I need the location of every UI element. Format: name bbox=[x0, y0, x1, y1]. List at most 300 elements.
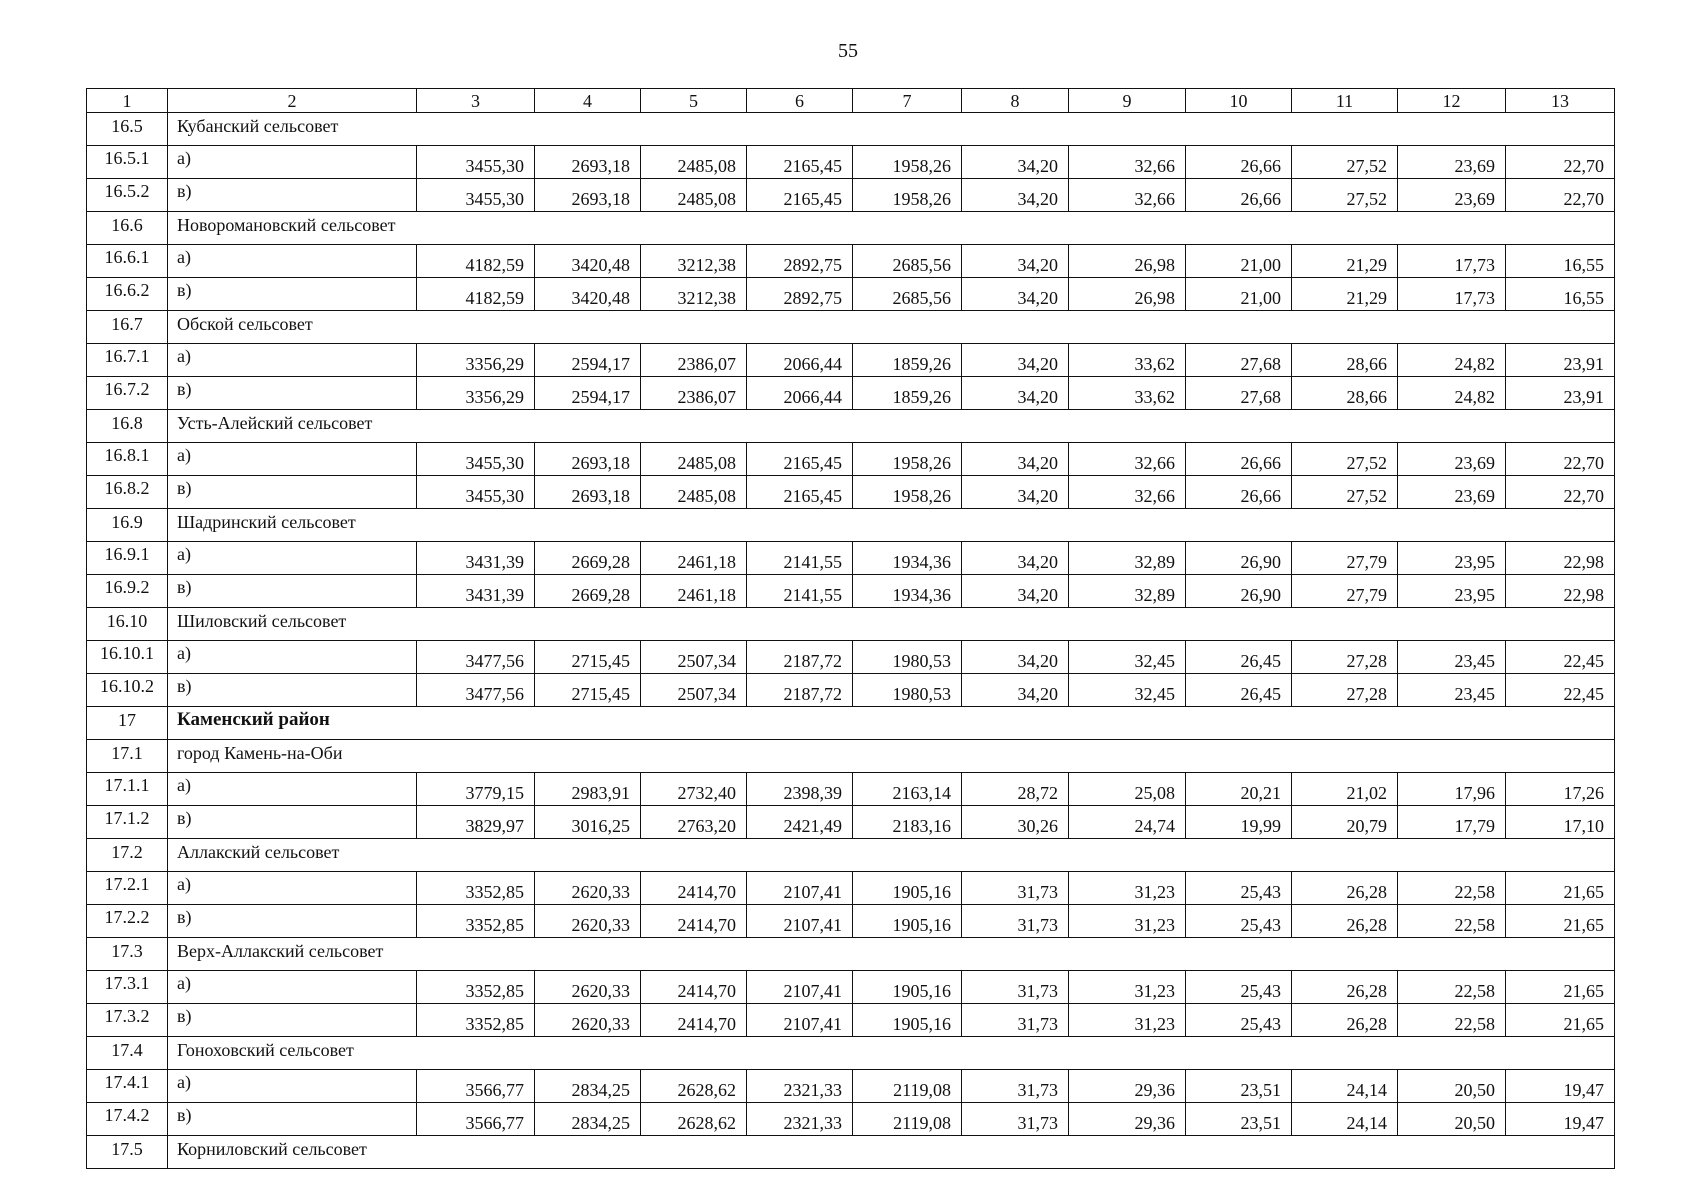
header-cell: 2 bbox=[168, 89, 417, 113]
row-code: 17.2.1 bbox=[87, 872, 168, 905]
value-cell: 31,23 bbox=[1069, 905, 1186, 938]
value-cell: 25,43 bbox=[1186, 971, 1292, 1004]
value-cell: 2107,41 bbox=[747, 1004, 853, 1037]
value-cell: 16,55 bbox=[1506, 278, 1615, 311]
value-cell: 20,79 bbox=[1292, 806, 1398, 839]
value-cell: 3431,39 bbox=[417, 575, 535, 608]
value-cell: 31,73 bbox=[962, 1070, 1069, 1103]
value-cell: 3352,85 bbox=[417, 872, 535, 905]
row-label: в) bbox=[168, 806, 417, 839]
value-cell: 2693,18 bbox=[535, 443, 641, 476]
value-cell: 26,98 bbox=[1069, 245, 1186, 278]
value-cell: 26,45 bbox=[1186, 674, 1292, 707]
value-cell: 2669,28 bbox=[535, 542, 641, 575]
section-row bbox=[87, 113, 1615, 146]
value-cell: 21,00 bbox=[1186, 245, 1292, 278]
value-cell: 2414,70 bbox=[641, 905, 747, 938]
value-cell: 31,23 bbox=[1069, 1004, 1186, 1037]
row-code: 16.9 bbox=[87, 509, 168, 542]
value-cell: 3352,85 bbox=[417, 971, 535, 1004]
table-row bbox=[87, 773, 1615, 806]
value-cell: 2165,45 bbox=[747, 146, 853, 179]
value-cell: 2183,16 bbox=[853, 806, 962, 839]
value-cell: 17,73 bbox=[1398, 245, 1506, 278]
value-cell: 31,73 bbox=[962, 1004, 1069, 1037]
table-row bbox=[87, 1103, 1615, 1136]
value-cell: 2163,14 bbox=[853, 773, 962, 806]
value-cell: 2187,72 bbox=[747, 674, 853, 707]
row-code: 17.3.1 bbox=[87, 971, 168, 1004]
value-cell: 3566,77 bbox=[417, 1103, 535, 1136]
value-cell: 2461,18 bbox=[641, 542, 747, 575]
row-label: а) bbox=[168, 641, 417, 674]
row-code: 17.4.1 bbox=[87, 1070, 168, 1103]
value-cell: 22,45 bbox=[1506, 641, 1615, 674]
value-cell: 28,66 bbox=[1292, 344, 1398, 377]
tariff-table bbox=[86, 88, 1615, 1169]
row-code: 17.3.2 bbox=[87, 1004, 168, 1037]
section-name: Шадринский сельсовет bbox=[168, 509, 1615, 542]
row-code: 16.7 bbox=[87, 311, 168, 344]
value-cell: 22,58 bbox=[1398, 971, 1506, 1004]
row-label: а) bbox=[168, 971, 417, 1004]
value-cell: 31,73 bbox=[962, 971, 1069, 1004]
value-cell: 4182,59 bbox=[417, 245, 535, 278]
value-cell: 2628,62 bbox=[641, 1070, 747, 1103]
value-cell: 20,50 bbox=[1398, 1070, 1506, 1103]
value-cell: 2414,70 bbox=[641, 1004, 747, 1037]
value-cell: 26,90 bbox=[1186, 542, 1292, 575]
value-cell: 31,73 bbox=[962, 905, 1069, 938]
row-label: а) bbox=[168, 443, 417, 476]
value-cell: 21,29 bbox=[1292, 278, 1398, 311]
value-cell: 2119,08 bbox=[853, 1103, 962, 1136]
table-row bbox=[87, 344, 1615, 377]
value-cell: 25,43 bbox=[1186, 905, 1292, 938]
value-cell: 27,79 bbox=[1292, 542, 1398, 575]
value-cell: 2187,72 bbox=[747, 641, 853, 674]
value-cell: 19,99 bbox=[1186, 806, 1292, 839]
section-name: Аллакский сельсовет bbox=[168, 839, 1615, 872]
value-cell: 2119,08 bbox=[853, 1070, 962, 1103]
value-cell: 34,20 bbox=[962, 674, 1069, 707]
value-cell: 26,28 bbox=[1292, 1004, 1398, 1037]
section-row bbox=[87, 212, 1615, 245]
value-cell: 27,52 bbox=[1292, 443, 1398, 476]
value-cell: 23,51 bbox=[1186, 1070, 1292, 1103]
row-code: 16.6 bbox=[87, 212, 168, 245]
value-cell: 2594,17 bbox=[535, 377, 641, 410]
value-cell: 31,23 bbox=[1069, 971, 1186, 1004]
section-name: Новоромановский сельсовет bbox=[168, 212, 1615, 245]
value-cell: 2414,70 bbox=[641, 872, 747, 905]
header-cell: 1 bbox=[87, 89, 168, 113]
value-cell: 22,70 bbox=[1506, 179, 1615, 212]
value-cell: 31,73 bbox=[962, 872, 1069, 905]
table-row bbox=[87, 377, 1615, 410]
value-cell: 2107,41 bbox=[747, 872, 853, 905]
value-cell: 31,23 bbox=[1069, 872, 1186, 905]
value-cell: 23,69 bbox=[1398, 476, 1506, 509]
section-row bbox=[87, 509, 1615, 542]
row-code: 16.7.1 bbox=[87, 344, 168, 377]
value-cell: 2685,56 bbox=[853, 278, 962, 311]
value-cell: 2732,40 bbox=[641, 773, 747, 806]
row-label: а) bbox=[168, 773, 417, 806]
value-cell: 22,45 bbox=[1506, 674, 1615, 707]
value-cell: 28,72 bbox=[962, 773, 1069, 806]
value-cell: 2620,33 bbox=[535, 1004, 641, 1037]
header-cell: 13 bbox=[1506, 89, 1615, 113]
value-cell: 2485,08 bbox=[641, 476, 747, 509]
row-label: а) bbox=[168, 1070, 417, 1103]
row-label: в) bbox=[168, 377, 417, 410]
row-code: 17 bbox=[87, 707, 168, 740]
value-cell: 23,91 bbox=[1506, 344, 1615, 377]
value-cell: 1958,26 bbox=[853, 476, 962, 509]
value-cell: 2628,62 bbox=[641, 1103, 747, 1136]
table-row bbox=[87, 443, 1615, 476]
table-header bbox=[87, 89, 1615, 113]
header-cell: 12 bbox=[1398, 89, 1506, 113]
row-code: 17.4.2 bbox=[87, 1103, 168, 1136]
row-code: 16.10 bbox=[87, 608, 168, 641]
table-row bbox=[87, 1004, 1615, 1037]
header-cell: 8 bbox=[962, 89, 1069, 113]
section-name: Верх-Аллакский сельсовет bbox=[168, 938, 1615, 971]
value-cell: 24,82 bbox=[1398, 344, 1506, 377]
row-code: 17.1.2 bbox=[87, 806, 168, 839]
row-code: 16.7.2 bbox=[87, 377, 168, 410]
value-cell: 2693,18 bbox=[535, 179, 641, 212]
value-cell: 2321,33 bbox=[747, 1070, 853, 1103]
value-cell: 22,70 bbox=[1506, 146, 1615, 179]
value-cell: 22,58 bbox=[1398, 1004, 1506, 1037]
value-cell: 16,55 bbox=[1506, 245, 1615, 278]
value-cell: 26,66 bbox=[1186, 179, 1292, 212]
table-row bbox=[87, 971, 1615, 1004]
value-cell: 2485,08 bbox=[641, 443, 747, 476]
value-cell: 1980,53 bbox=[853, 641, 962, 674]
value-cell: 29,36 bbox=[1069, 1070, 1186, 1103]
value-cell: 26,45 bbox=[1186, 641, 1292, 674]
value-cell: 27,52 bbox=[1292, 179, 1398, 212]
value-cell: 32,45 bbox=[1069, 641, 1186, 674]
value-cell: 26,66 bbox=[1186, 146, 1292, 179]
section-row bbox=[87, 740, 1615, 773]
row-code: 17.5 bbox=[87, 1136, 168, 1169]
header-cell: 9 bbox=[1069, 89, 1186, 113]
value-cell: 1934,36 bbox=[853, 542, 962, 575]
value-cell: 3455,30 bbox=[417, 179, 535, 212]
section-name: Усть-Алейский сельсовет bbox=[168, 410, 1615, 443]
value-cell: 27,79 bbox=[1292, 575, 1398, 608]
page-number: 55 bbox=[838, 40, 858, 62]
value-cell: 34,20 bbox=[962, 377, 1069, 410]
value-cell: 34,20 bbox=[962, 146, 1069, 179]
row-code: 16.5.2 bbox=[87, 179, 168, 212]
table-row bbox=[87, 1070, 1615, 1103]
value-cell: 1905,16 bbox=[853, 905, 962, 938]
value-cell: 2485,08 bbox=[641, 146, 747, 179]
value-cell: 27,52 bbox=[1292, 146, 1398, 179]
row-code: 16.6.2 bbox=[87, 278, 168, 311]
value-cell: 24,74 bbox=[1069, 806, 1186, 839]
row-label: а) bbox=[168, 542, 417, 575]
section-row bbox=[87, 608, 1615, 641]
row-label: в) bbox=[168, 476, 417, 509]
section-row bbox=[87, 311, 1615, 344]
value-cell: 17,73 bbox=[1398, 278, 1506, 311]
header-cell: 11 bbox=[1292, 89, 1398, 113]
value-cell: 34,20 bbox=[962, 443, 1069, 476]
section-name: Гоноховский сельсовет bbox=[168, 1037, 1615, 1070]
value-cell: 21,00 bbox=[1186, 278, 1292, 311]
value-cell: 29,36 bbox=[1069, 1103, 1186, 1136]
value-cell: 34,20 bbox=[962, 542, 1069, 575]
value-cell: 22,98 bbox=[1506, 575, 1615, 608]
value-cell: 23,45 bbox=[1398, 641, 1506, 674]
row-code: 16.8.2 bbox=[87, 476, 168, 509]
value-cell: 26,66 bbox=[1186, 443, 1292, 476]
section-row bbox=[87, 1037, 1615, 1070]
value-cell: 2715,45 bbox=[535, 674, 641, 707]
value-cell: 3420,48 bbox=[535, 245, 641, 278]
row-code: 16.5.1 bbox=[87, 146, 168, 179]
value-cell: 21,29 bbox=[1292, 245, 1398, 278]
table-row bbox=[87, 179, 1615, 212]
value-cell: 20,21 bbox=[1186, 773, 1292, 806]
section-row bbox=[87, 839, 1615, 872]
row-label: в) bbox=[168, 1004, 417, 1037]
value-cell: 2834,25 bbox=[535, 1103, 641, 1136]
value-cell: 1958,26 bbox=[853, 179, 962, 212]
value-cell: 1905,16 bbox=[853, 872, 962, 905]
value-cell: 2107,41 bbox=[747, 971, 853, 1004]
value-cell: 32,66 bbox=[1069, 179, 1186, 212]
value-cell: 22,98 bbox=[1506, 542, 1615, 575]
value-cell: 30,26 bbox=[962, 806, 1069, 839]
table-row bbox=[87, 146, 1615, 179]
table-row bbox=[87, 278, 1615, 311]
row-code: 17.2 bbox=[87, 839, 168, 872]
value-cell: 22,70 bbox=[1506, 476, 1615, 509]
row-code: 17.2.2 bbox=[87, 905, 168, 938]
value-cell: 1980,53 bbox=[853, 674, 962, 707]
header-cell: 10 bbox=[1186, 89, 1292, 113]
value-cell: 1905,16 bbox=[853, 971, 962, 1004]
value-cell: 24,14 bbox=[1292, 1070, 1398, 1103]
row-code: 17.4 bbox=[87, 1037, 168, 1070]
table-row bbox=[87, 806, 1615, 839]
section-row bbox=[87, 938, 1615, 971]
value-cell: 17,96 bbox=[1398, 773, 1506, 806]
value-cell: 17,10 bbox=[1506, 806, 1615, 839]
value-cell: 3016,25 bbox=[535, 806, 641, 839]
district-name: Каменский район bbox=[168, 707, 1615, 740]
value-cell: 3455,30 bbox=[417, 146, 535, 179]
row-label: в) bbox=[168, 278, 417, 311]
value-cell: 3566,77 bbox=[417, 1070, 535, 1103]
table-row bbox=[87, 476, 1615, 509]
value-cell: 22,58 bbox=[1398, 872, 1506, 905]
row-code: 16.6.1 bbox=[87, 245, 168, 278]
value-cell: 21,65 bbox=[1506, 971, 1615, 1004]
table-row bbox=[87, 542, 1615, 575]
value-cell: 23,69 bbox=[1398, 443, 1506, 476]
row-code: 16.9.2 bbox=[87, 575, 168, 608]
value-cell: 3352,85 bbox=[417, 905, 535, 938]
value-cell: 2507,34 bbox=[641, 674, 747, 707]
section-name: Кубанский сельсовет bbox=[168, 113, 1615, 146]
row-code: 17.3 bbox=[87, 938, 168, 971]
district-row bbox=[87, 707, 1615, 740]
value-cell: 26,28 bbox=[1292, 905, 1398, 938]
value-cell: 32,89 bbox=[1069, 575, 1186, 608]
value-cell: 34,20 bbox=[962, 344, 1069, 377]
value-cell: 3431,39 bbox=[417, 542, 535, 575]
value-cell: 2693,18 bbox=[535, 476, 641, 509]
value-cell: 1958,26 bbox=[853, 146, 962, 179]
value-cell: 2141,55 bbox=[747, 542, 853, 575]
row-code: 16.9.1 bbox=[87, 542, 168, 575]
value-cell: 2066,44 bbox=[747, 377, 853, 410]
value-cell: 34,20 bbox=[962, 476, 1069, 509]
value-cell: 26,28 bbox=[1292, 872, 1398, 905]
value-cell: 2715,45 bbox=[535, 641, 641, 674]
value-cell: 23,95 bbox=[1398, 542, 1506, 575]
value-cell: 17,79 bbox=[1398, 806, 1506, 839]
row-code: 16.5 bbox=[87, 113, 168, 146]
value-cell: 23,95 bbox=[1398, 575, 1506, 608]
value-cell: 33,62 bbox=[1069, 344, 1186, 377]
value-cell: 22,58 bbox=[1398, 905, 1506, 938]
value-cell: 2892,75 bbox=[747, 245, 853, 278]
row-code: 16.10.2 bbox=[87, 674, 168, 707]
value-cell: 1934,36 bbox=[853, 575, 962, 608]
value-cell: 23,45 bbox=[1398, 674, 1506, 707]
table-row bbox=[87, 245, 1615, 278]
value-cell: 3356,29 bbox=[417, 344, 535, 377]
table-row bbox=[87, 575, 1615, 608]
value-cell: 24,14 bbox=[1292, 1103, 1398, 1136]
value-cell: 22,70 bbox=[1506, 443, 1615, 476]
row-label: а) bbox=[168, 245, 417, 278]
value-cell: 2620,33 bbox=[535, 872, 641, 905]
value-cell: 2594,17 bbox=[535, 344, 641, 377]
row-label: а) bbox=[168, 872, 417, 905]
value-cell: 27,68 bbox=[1186, 377, 1292, 410]
value-cell: 34,20 bbox=[962, 179, 1069, 212]
value-cell: 1859,26 bbox=[853, 344, 962, 377]
row-label: в) bbox=[168, 575, 417, 608]
value-cell: 2693,18 bbox=[535, 146, 641, 179]
value-cell: 32,89 bbox=[1069, 542, 1186, 575]
table-body bbox=[87, 113, 1615, 1169]
row-label: в) bbox=[168, 674, 417, 707]
value-cell: 32,66 bbox=[1069, 476, 1186, 509]
row-label: в) bbox=[168, 179, 417, 212]
header-row bbox=[87, 89, 1615, 113]
value-cell: 2421,49 bbox=[747, 806, 853, 839]
value-cell: 19,47 bbox=[1506, 1070, 1615, 1103]
value-cell: 1859,26 bbox=[853, 377, 962, 410]
section-name: Корниловский сельсовет bbox=[168, 1136, 1615, 1169]
row-label: а) bbox=[168, 146, 417, 179]
value-cell: 21,65 bbox=[1506, 905, 1615, 938]
value-cell: 2386,07 bbox=[641, 377, 747, 410]
value-cell: 2386,07 bbox=[641, 344, 747, 377]
value-cell: 1958,26 bbox=[853, 443, 962, 476]
value-cell: 3455,30 bbox=[417, 476, 535, 509]
header-cell: 5 bbox=[641, 89, 747, 113]
value-cell: 2141,55 bbox=[747, 575, 853, 608]
value-cell: 2165,45 bbox=[747, 443, 853, 476]
header-cell: 3 bbox=[417, 89, 535, 113]
value-cell: 3352,85 bbox=[417, 1004, 535, 1037]
row-label: в) bbox=[168, 905, 417, 938]
section-name: Шиловский сельсовет bbox=[168, 608, 1615, 641]
value-cell: 32,66 bbox=[1069, 443, 1186, 476]
row-code: 16.8 bbox=[87, 410, 168, 443]
value-cell: 3420,48 bbox=[535, 278, 641, 311]
value-cell: 2685,56 bbox=[853, 245, 962, 278]
value-cell: 21,65 bbox=[1506, 872, 1615, 905]
row-code: 16.8.1 bbox=[87, 443, 168, 476]
value-cell: 2892,75 bbox=[747, 278, 853, 311]
value-cell: 2485,08 bbox=[641, 179, 747, 212]
row-label: в) bbox=[168, 1103, 417, 1136]
value-cell: 2983,91 bbox=[535, 773, 641, 806]
value-cell: 26,98 bbox=[1069, 278, 1186, 311]
table-row bbox=[87, 872, 1615, 905]
section-row bbox=[87, 410, 1615, 443]
row-code: 16.10.1 bbox=[87, 641, 168, 674]
row-code: 17.1 bbox=[87, 740, 168, 773]
value-cell: 17,26 bbox=[1506, 773, 1615, 806]
value-cell: 23,91 bbox=[1506, 377, 1615, 410]
value-cell: 4182,59 bbox=[417, 278, 535, 311]
value-cell: 1905,16 bbox=[853, 1004, 962, 1037]
value-cell: 21,65 bbox=[1506, 1004, 1615, 1037]
value-cell: 34,20 bbox=[962, 575, 1069, 608]
value-cell: 25,43 bbox=[1186, 872, 1292, 905]
value-cell: 2461,18 bbox=[641, 575, 747, 608]
section-row bbox=[87, 1136, 1615, 1169]
header-cell: 7 bbox=[853, 89, 962, 113]
value-cell: 33,62 bbox=[1069, 377, 1186, 410]
value-cell: 32,66 bbox=[1069, 146, 1186, 179]
value-cell: 2398,39 bbox=[747, 773, 853, 806]
value-cell: 23,69 bbox=[1398, 146, 1506, 179]
value-cell: 24,82 bbox=[1398, 377, 1506, 410]
section-name: Обской сельсовет bbox=[168, 311, 1615, 344]
value-cell: 2620,33 bbox=[535, 905, 641, 938]
value-cell: 34,20 bbox=[962, 278, 1069, 311]
value-cell: 2165,45 bbox=[747, 179, 853, 212]
value-cell: 3779,15 bbox=[417, 773, 535, 806]
row-code: 17.1.1 bbox=[87, 773, 168, 806]
value-cell: 23,69 bbox=[1398, 179, 1506, 212]
value-cell: 25,43 bbox=[1186, 1004, 1292, 1037]
value-cell: 2669,28 bbox=[535, 575, 641, 608]
header-cell: 6 bbox=[747, 89, 853, 113]
value-cell: 2066,44 bbox=[747, 344, 853, 377]
value-cell: 3356,29 bbox=[417, 377, 535, 410]
value-cell: 28,66 bbox=[1292, 377, 1398, 410]
value-cell: 32,45 bbox=[1069, 674, 1186, 707]
value-cell: 27,28 bbox=[1292, 641, 1398, 674]
